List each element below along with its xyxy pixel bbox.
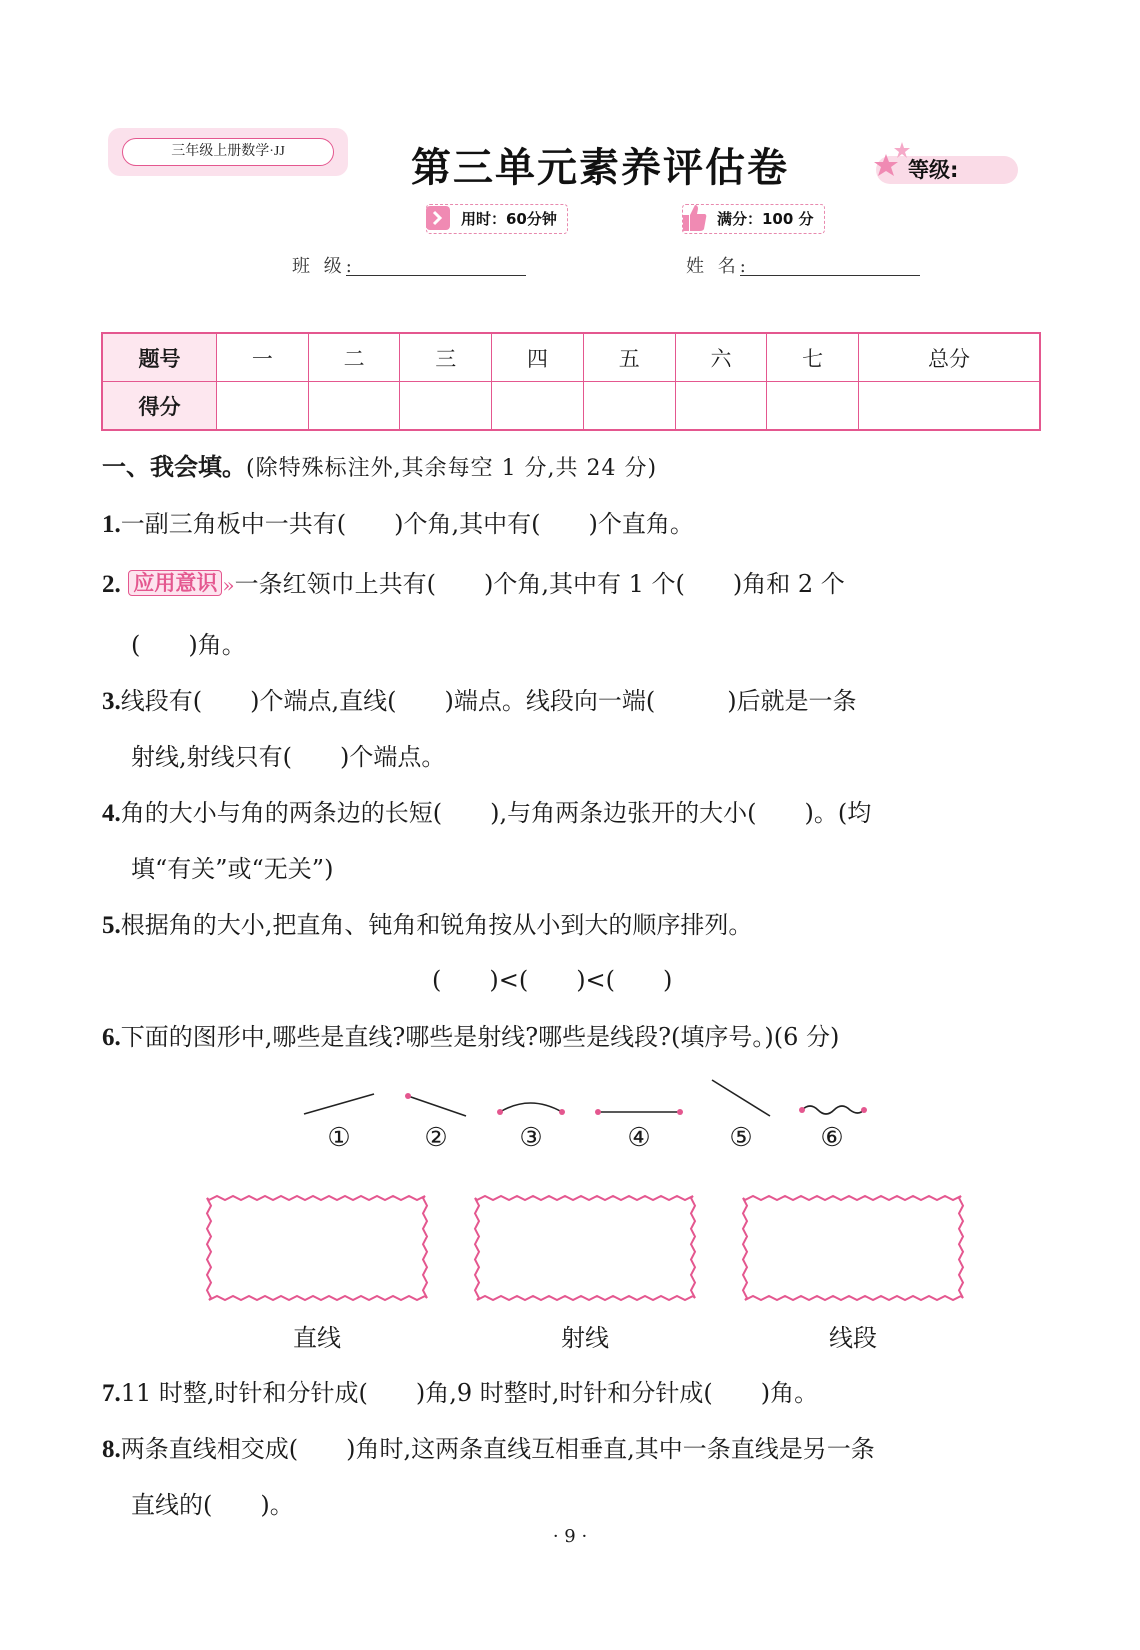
question-8-continued: 直线的( )。 [131, 1491, 294, 1519]
class-field[interactable] [346, 275, 526, 276]
level-label: 等级: [908, 158, 959, 182]
question-5-order: ( )<( )<( ) [432, 966, 673, 994]
section-note: (除特殊标注外,其余每空 1 分,共 24 分) [246, 456, 658, 481]
line-figures [290, 1078, 890, 1138]
question-1 [102, 509, 694, 540]
score-table-header-row [102, 333, 1040, 382]
question-text: 一条红领巾上共有( )个角,其中有 1 个( )角和 2 个 [234, 570, 845, 598]
question-text: 下面的图形中,哪些是直线?哪些是射线?哪些是线段?(填序号。)(6 分) [120, 1023, 840, 1051]
question-4-continued: 填“有关”或“无关”) [131, 855, 334, 883]
score-cell[interactable] [859, 382, 1040, 431]
score-col-2: 二 [308, 333, 400, 382]
time-box [426, 204, 568, 234]
score-col-1: 一 [217, 333, 309, 382]
question-text: 两条直线相交成( )角时,这两条直线互相垂直,其中一条直线是另一条 [120, 1435, 875, 1463]
figure-label-4: ④ [627, 1123, 651, 1153]
box-label-segment: 线段 [829, 1324, 877, 1352]
time-label: 用时：60分钟 [461, 210, 557, 228]
question-text: 角的大小与角的两条边的长短( ),与角两条边张开的大小( )。(均 [120, 799, 872, 827]
question-number: 3. [102, 688, 121, 715]
score-cell[interactable] [583, 382, 675, 431]
question-text: 11 时整,时针和分针成( )角,9 时整时,时针和分针成( )角。 [120, 1379, 819, 1407]
grade-tag-text: 三年级上册数学·JJ [122, 138, 334, 166]
score-cell[interactable] [767, 382, 859, 431]
score-col-6: 六 [675, 333, 767, 382]
section-heading [102, 452, 657, 484]
question-5 [102, 910, 752, 941]
score-cell[interactable] [308, 382, 400, 431]
figure-label-5: ⑤ [729, 1123, 753, 1153]
box-label-ray: 射线 [561, 1324, 609, 1352]
score-col-3: 三 [400, 333, 492, 382]
question-number: 8. [102, 1436, 121, 1463]
figure-6-wavy [799, 1106, 867, 1114]
full-score-label: 满分：100 分 [717, 210, 814, 228]
figure-2-ray [405, 1093, 466, 1116]
figure-5-line [712, 1080, 770, 1116]
badge-arrow: » [222, 573, 235, 597]
figure-1-line [304, 1094, 374, 1114]
question-8 [102, 1434, 875, 1465]
question-text: 一副三角板中一共有( )个角,其中有( )个直角。 [120, 510, 694, 538]
figure-label-6: ⑥ [820, 1123, 844, 1153]
page-title: 第三单元素养评估卷 [411, 144, 789, 191]
answer-box-ray[interactable] [473, 1194, 697, 1302]
question-2 [102, 569, 845, 600]
question-2-continued: ( )角。 [131, 631, 246, 659]
figure-3-arc [497, 1103, 565, 1115]
score-cell[interactable] [675, 382, 767, 431]
thumbs-up-icon [679, 201, 709, 235]
score-col-total: 总分 [859, 333, 1040, 382]
page-number: · 9 · [552, 1526, 588, 1547]
answer-box-line[interactable] [205, 1194, 429, 1302]
score-table-score-row [102, 382, 1040, 431]
question-number-header: 题号 [102, 333, 217, 382]
question-number: 5. [102, 912, 121, 939]
figure-4-segment [595, 1109, 683, 1115]
question-number: 4. [102, 800, 121, 827]
question-number: 2. [102, 571, 121, 598]
score-cell[interactable] [217, 382, 309, 431]
score-cell[interactable] [492, 382, 584, 431]
question-number: 1. [102, 511, 121, 538]
section-title: 一、我会填。 [102, 453, 246, 481]
figure-label-1: ① [327, 1123, 351, 1153]
score-cell[interactable] [400, 382, 492, 431]
question-4 [102, 798, 871, 829]
box-label-line: 直线 [293, 1324, 341, 1352]
question-number: 7. [102, 1380, 121, 1407]
clock-arrow-icon [423, 201, 453, 235]
score-header: 得分 [102, 382, 217, 431]
class-label: 班 级: [292, 256, 356, 277]
question-text: 根据角的大小,把直角、钝角和锐角按从小到大的顺序排列。 [120, 911, 753, 939]
name-label: 姓 名: [686, 256, 750, 277]
name-field[interactable] [740, 275, 920, 276]
answer-box-segment[interactable] [741, 1194, 965, 1302]
question-6 [102, 1022, 839, 1053]
score-col-5: 五 [583, 333, 675, 382]
score-col-7: 七 [767, 333, 859, 382]
grade-tag [108, 128, 348, 176]
figure-label-2: ② [424, 1123, 448, 1153]
score-col-4: 四 [492, 333, 584, 382]
question-7 [102, 1378, 818, 1409]
full-score-box [682, 204, 825, 234]
applied-awareness-badge: 应用意识 [128, 570, 222, 596]
question-3 [102, 686, 857, 717]
figure-label-3: ③ [519, 1123, 543, 1153]
score-table [101, 332, 1041, 431]
question-text: 线段有( )个端点,直线( )端点。线段向一端( )后就是一条 [120, 687, 857, 715]
question-3-continued: 射线,射线只有( )个端点。 [131, 743, 446, 771]
question-number: 6. [102, 1024, 121, 1051]
